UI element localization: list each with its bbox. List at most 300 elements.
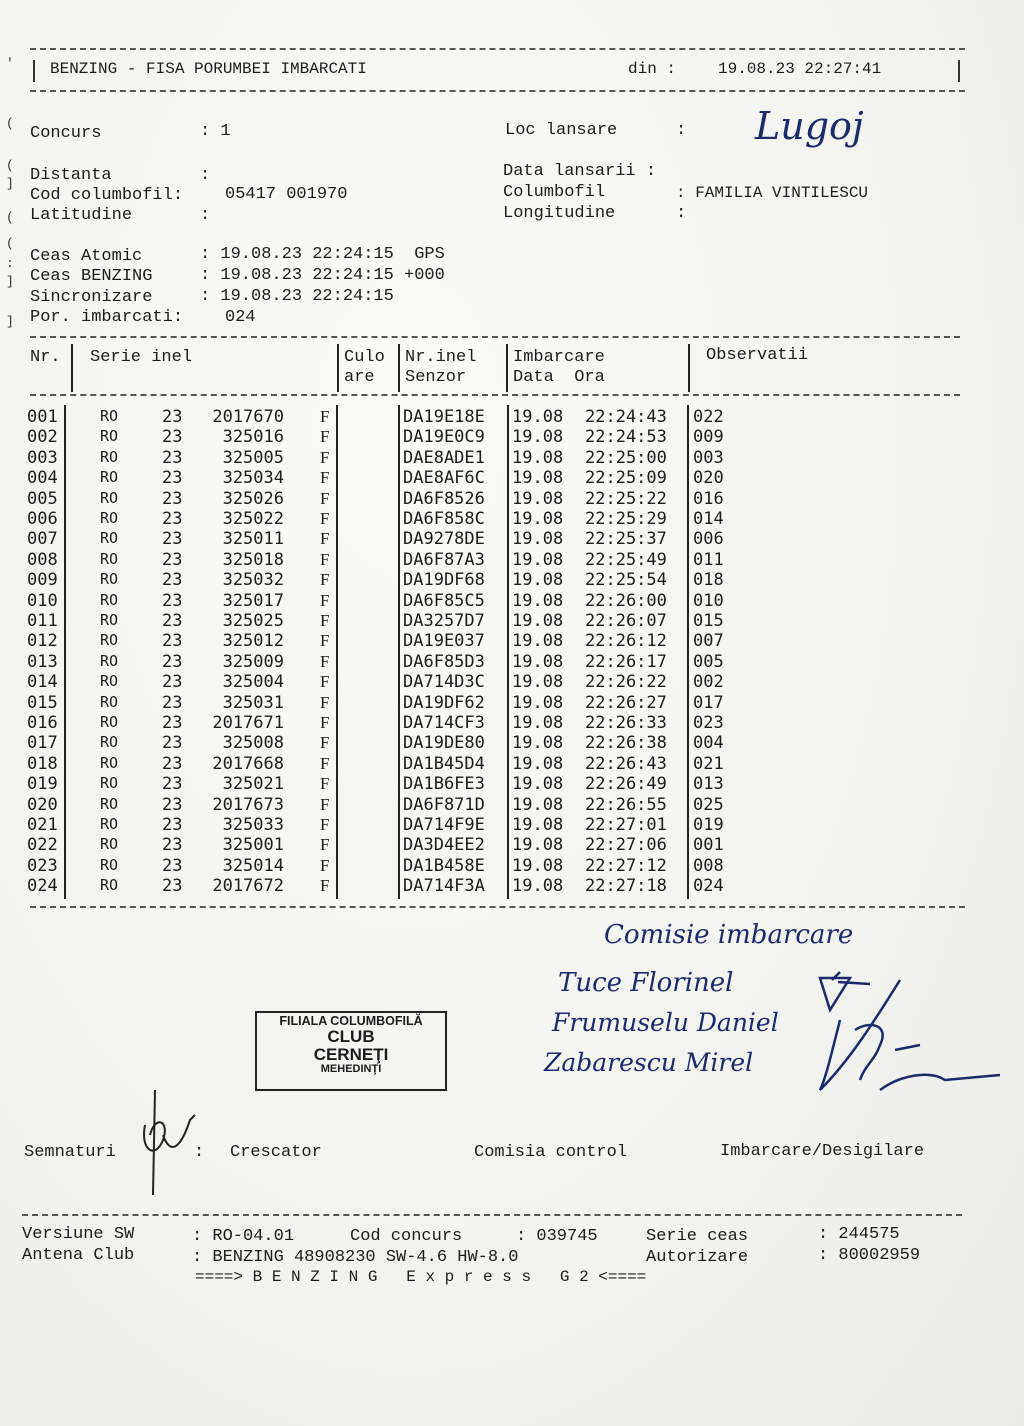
row-date: 19.08 xyxy=(512,407,564,427)
row-country: RO xyxy=(100,692,119,711)
table-row xyxy=(0,631,1000,651)
table-row xyxy=(0,427,1000,447)
signatures-sep: : xyxy=(194,1143,205,1162)
row-country: RO xyxy=(100,529,119,548)
row-sex: F xyxy=(320,447,330,467)
row-sex: F xyxy=(320,407,330,426)
table-row xyxy=(0,529,1000,549)
row-year: 23 xyxy=(162,509,183,529)
col-header-serie: Serie inel xyxy=(90,348,193,367)
margin-mark: ] xyxy=(6,176,14,191)
row-sex: F xyxy=(320,855,330,875)
row-sex: F xyxy=(320,427,330,447)
row-observatii: 021 xyxy=(693,753,724,774)
row-observatii: 003 xyxy=(693,447,724,468)
row-nr: 003 xyxy=(27,447,58,468)
row-sensor-id: DA714F3A xyxy=(403,876,485,897)
document-title: BENZING - FISA PORUMBEI IMBARCATI xyxy=(50,60,367,78)
row-time: 22:25:49 xyxy=(585,549,667,570)
header-right-border xyxy=(958,60,960,82)
row-nr: 015 xyxy=(27,692,58,713)
row-date: 19.08 xyxy=(512,815,564,835)
row-sensor-id: DA6F87A3 xyxy=(403,549,485,570)
print-date-label: din : xyxy=(628,60,677,78)
row-time: 22:26:12 xyxy=(585,631,667,652)
table-row xyxy=(0,733,1000,753)
row-year: 23 xyxy=(162,407,183,427)
row-time: 22:26:17 xyxy=(585,651,667,672)
table-row xyxy=(0,856,1000,876)
row-sensor-id: DA19E0C9 xyxy=(403,427,485,448)
row-year: 23 xyxy=(162,733,183,754)
row-country: RO xyxy=(100,835,119,854)
ceas-atomic-label: Ceas Atomic xyxy=(30,247,143,266)
row-time: 22:27:12 xyxy=(585,855,667,876)
row-country: RO xyxy=(100,651,119,670)
col-header-nr: Nr. xyxy=(30,348,61,367)
row-time: 22:25:54 xyxy=(585,570,667,591)
row-country: RO xyxy=(100,774,119,793)
row-sex: F xyxy=(320,570,330,590)
col-header-nrinel-1: Nr.inel xyxy=(405,348,477,367)
table-row xyxy=(0,795,1000,815)
row-sensor-id: DA6F871D xyxy=(403,794,485,815)
row-observatii: 018 xyxy=(693,570,724,591)
row-ring-number: 325025 xyxy=(222,611,284,631)
antena-club-label: Antena Club xyxy=(22,1246,135,1265)
col-header-imbarcare-2: Data Ora xyxy=(513,368,605,387)
serie-ceas-value: : 244575 xyxy=(818,1225,900,1244)
row-observatii: 001 xyxy=(693,835,724,856)
row-year: 23 xyxy=(162,713,183,733)
margin-mark: ] xyxy=(6,314,14,329)
col-rule xyxy=(398,344,400,392)
row-sensor-id: DA1B45D4 xyxy=(403,753,485,774)
row-time: 22:26:38 xyxy=(585,733,667,754)
row-country: RO xyxy=(100,855,119,874)
table-row xyxy=(0,713,1000,733)
table-row xyxy=(0,550,1000,570)
row-date: 19.08 xyxy=(512,794,564,815)
row-ring-number: 325012 xyxy=(222,631,284,652)
row-sex: F xyxy=(320,651,330,671)
row-year: 23 xyxy=(162,529,183,550)
row-sex: F xyxy=(320,631,330,651)
row-date: 19.08 xyxy=(512,509,564,529)
row-country: RO xyxy=(100,794,119,813)
row-country: RO xyxy=(100,570,119,589)
row-date: 19.08 xyxy=(512,468,564,489)
row-time: 22:27:18 xyxy=(585,876,667,897)
row-year: 23 xyxy=(162,468,183,489)
ceas-atomic-value: : 19.08.23 22:24:15 GPS xyxy=(200,245,445,264)
row-year: 23 xyxy=(162,651,183,672)
row-sensor-id: DA1B6FE3 xyxy=(403,774,485,795)
row-date: 19.08 xyxy=(512,835,564,856)
columbofil-label: Columbofil xyxy=(503,183,606,202)
row-sensor-id: DA19E18E xyxy=(403,407,485,427)
row-year: 23 xyxy=(162,692,183,713)
row-nr: 008 xyxy=(27,549,58,570)
row-ring-number: 325021 xyxy=(222,774,284,795)
row-observatii: 004 xyxy=(693,733,724,754)
row-observatii: 010 xyxy=(693,590,724,611)
row-date: 19.08 xyxy=(512,611,564,631)
row-time: 22:26:43 xyxy=(585,753,667,774)
row-nr: 023 xyxy=(27,855,58,876)
row-sensor-id: DA714F9E xyxy=(403,815,485,835)
loc-lansare-sep: : xyxy=(676,121,687,140)
row-ring-number: 325031 xyxy=(222,692,284,713)
table-row xyxy=(0,693,1000,713)
row-time: 22:27:06 xyxy=(585,835,667,856)
row-ring-number: 2017668 xyxy=(212,753,284,774)
margin-mark: ( xyxy=(6,116,14,131)
table-bottom-border xyxy=(30,906,965,908)
row-country: RO xyxy=(100,631,119,650)
header-left-border xyxy=(33,60,35,82)
header-separator xyxy=(30,394,960,396)
row-year: 23 xyxy=(162,835,183,856)
row-ring-number: 325017 xyxy=(222,590,284,611)
row-sex: F xyxy=(320,753,330,773)
por-imbarcati-label: Por. imbarcati: xyxy=(30,308,184,327)
print-date-value: 19.08.23 22:27:41 xyxy=(718,60,882,78)
row-sex: F xyxy=(320,815,330,834)
row-observatii: 008 xyxy=(693,855,724,876)
col-rule xyxy=(337,344,339,392)
row-country: RO xyxy=(100,753,119,772)
row-ring-number: 325001 xyxy=(222,835,284,856)
table-row xyxy=(0,835,1000,855)
table-row xyxy=(0,672,1000,692)
row-ring-number: 2017673 xyxy=(212,794,284,815)
table-top-border xyxy=(30,336,960,338)
por-imbarcati-value: 024 xyxy=(225,308,256,327)
row-time: 22:25:29 xyxy=(585,509,667,529)
footer-border xyxy=(22,1214,962,1216)
row-observatii: 013 xyxy=(693,774,724,795)
row-country: RO xyxy=(100,815,119,833)
row-date: 19.08 xyxy=(512,590,564,611)
row-country: RO xyxy=(100,509,119,527)
row-year: 23 xyxy=(162,590,183,611)
sincronizare-label: Sincronizare xyxy=(30,288,153,307)
row-date: 19.08 xyxy=(512,876,564,897)
row-sensor-id: DA714D3C xyxy=(403,672,485,693)
table-row xyxy=(0,611,1000,631)
row-sensor-id: DA714CF3 xyxy=(403,713,485,733)
latitudine-value: : xyxy=(200,206,211,225)
table-row xyxy=(0,774,1000,794)
row-ring-number: 325014 xyxy=(222,855,284,876)
longitudine-value: : xyxy=(676,204,687,223)
col-header-observatii: Observatii xyxy=(706,346,809,365)
row-country: RO xyxy=(100,876,119,895)
row-nr: 014 xyxy=(27,672,58,693)
row-observatii: 015 xyxy=(693,611,724,631)
row-time: 22:27:01 xyxy=(585,815,667,835)
table-row xyxy=(0,876,1000,896)
table-row xyxy=(0,448,1000,468)
row-date: 19.08 xyxy=(512,855,564,876)
table-row xyxy=(0,815,1000,835)
row-date: 19.08 xyxy=(512,713,564,733)
row-time: 22:26:00 xyxy=(585,590,667,611)
row-time: 22:25:09 xyxy=(585,468,667,489)
row-sensor-id: DA3D4EE2 xyxy=(403,835,485,856)
row-sex: F xyxy=(320,590,330,610)
row-nr: 021 xyxy=(27,815,58,835)
row-observatii: 023 xyxy=(693,713,724,733)
distanta-value: : xyxy=(200,166,211,185)
row-ring-number: 325008 xyxy=(222,733,284,754)
row-nr: 007 xyxy=(27,529,58,550)
loc-lansare-label: Loc lansare xyxy=(505,121,618,140)
row-sensor-id: DA19DF68 xyxy=(403,570,485,591)
signature-imbarcare-desigilare: Imbarcare/Desigilare xyxy=(720,1142,925,1161)
row-date: 19.08 xyxy=(512,631,564,652)
commission-signature xyxy=(780,950,1010,1110)
row-nr: 018 xyxy=(27,753,58,774)
margin-mark: ( xyxy=(6,158,14,173)
col-rule xyxy=(506,344,508,392)
row-time: 22:26:27 xyxy=(585,692,667,713)
row-observatii: 016 xyxy=(693,488,724,509)
row-country: RO xyxy=(100,488,119,507)
table-row xyxy=(0,570,1000,590)
row-observatii: 005 xyxy=(693,651,724,672)
row-country: RO xyxy=(100,713,119,731)
row-observatii: 006 xyxy=(693,529,724,550)
row-sex: F xyxy=(320,509,330,528)
col-header-nrinel-2: Senzor xyxy=(405,368,467,387)
row-nr: 005 xyxy=(27,488,58,509)
row-nr: 004 xyxy=(27,468,58,489)
row-observatii: 007 xyxy=(693,631,724,652)
row-observatii: 017 xyxy=(693,692,724,713)
row-date: 19.08 xyxy=(512,570,564,591)
row-time: 22:26:22 xyxy=(585,672,667,693)
row-ring-number: 325034 xyxy=(222,468,284,489)
row-sex: F xyxy=(320,672,330,692)
row-country: RO xyxy=(100,468,119,487)
row-date: 19.08 xyxy=(512,774,564,795)
row-country: RO xyxy=(100,672,119,691)
row-ring-number: 325011 xyxy=(222,529,284,550)
row-date: 19.08 xyxy=(512,733,564,754)
ceas-benzing-label: Ceas BENZING xyxy=(30,267,153,286)
row-country: RO xyxy=(100,407,119,425)
commission-member-2: Frumuselu Daniel xyxy=(552,1008,779,1037)
row-year: 23 xyxy=(162,570,183,591)
row-date: 19.08 xyxy=(512,529,564,550)
row-ring-number: 325005 xyxy=(222,447,284,468)
breeder-signature xyxy=(135,1080,205,1198)
club-stamp xyxy=(255,1011,447,1091)
row-observatii: 020 xyxy=(693,468,724,489)
signature-comisia-control: Comisia control xyxy=(474,1143,628,1162)
margin-mark: : xyxy=(6,256,14,271)
row-country: RO xyxy=(100,549,119,568)
col-header-culoare-2: are xyxy=(344,368,375,387)
row-ring-number: 325009 xyxy=(222,651,284,672)
row-observatii: 014 xyxy=(693,509,724,529)
columbofil-value: : FAMILIA VINTILESCU xyxy=(676,184,869,202)
row-sensor-id: DAE8ADE1 xyxy=(403,447,485,468)
row-year: 23 xyxy=(162,815,183,835)
row-country: RO xyxy=(100,733,119,752)
row-sex: F xyxy=(320,692,330,712)
row-nr: 019 xyxy=(27,774,58,795)
row-date: 19.08 xyxy=(512,651,564,672)
row-year: 23 xyxy=(162,427,183,448)
row-time: 22:24:43 xyxy=(585,407,667,427)
row-sex: F xyxy=(320,774,330,794)
row-sex: F xyxy=(320,794,330,814)
signature-crescator: Crescator xyxy=(230,1143,322,1162)
row-sex: F xyxy=(320,549,330,569)
margin-mark: ' xyxy=(6,56,14,71)
row-observatii: 019 xyxy=(693,815,724,835)
header-bottom-border xyxy=(30,90,965,92)
table-row xyxy=(0,591,1000,611)
row-ring-number: 325004 xyxy=(222,672,284,693)
table-row xyxy=(0,489,1000,509)
row-year: 23 xyxy=(162,753,183,774)
row-ring-number: 325032 xyxy=(222,570,284,591)
row-ring-number: 2017671 xyxy=(212,713,284,733)
row-observatii: 002 xyxy=(693,672,724,693)
table-row xyxy=(0,754,1000,774)
row-ring-number: 325018 xyxy=(222,549,284,570)
table-row xyxy=(0,652,1000,672)
row-observatii: 009 xyxy=(693,427,724,448)
row-year: 23 xyxy=(162,611,183,631)
row-year: 23 xyxy=(162,631,183,652)
row-time: 22:25:22 xyxy=(585,488,667,509)
cod-columbofil-label: Cod columbofil: xyxy=(30,186,184,205)
row-observatii: 024 xyxy=(693,876,724,897)
row-sex: F xyxy=(320,835,330,855)
row-nr: 010 xyxy=(27,590,58,611)
row-observatii: 022 xyxy=(693,407,724,427)
cod-columbofil-value: 05417 001970 xyxy=(225,185,348,204)
concurs-value: : 1 xyxy=(200,122,231,141)
sincronizare-value: : 19.08.23 22:24:15 xyxy=(200,287,394,306)
row-ring-number: 325022 xyxy=(222,509,284,529)
row-date: 19.08 xyxy=(512,549,564,570)
commission-member-1: Tuce Florinel xyxy=(558,968,734,998)
row-time: 22:25:00 xyxy=(585,447,667,468)
row-year: 23 xyxy=(162,794,183,815)
autorizare-label: Autorizare xyxy=(646,1248,749,1267)
row-sensor-id: DA3257D7 xyxy=(403,611,485,631)
loc-lansare-handwritten: Lugoj xyxy=(755,104,864,148)
row-sensor-id: DAE8AF6C xyxy=(403,468,485,489)
row-country: RO xyxy=(100,447,119,466)
row-sensor-id: DA6F8526 xyxy=(403,488,485,509)
row-sensor-id: DA6F85D3 xyxy=(403,651,485,672)
stamp-line-3: CERNEŢI xyxy=(313,1044,389,1064)
row-sensor-id: DA6F858C xyxy=(403,509,485,529)
row-date: 19.08 xyxy=(512,488,564,509)
cod-concurs-value: : 039745 xyxy=(516,1227,598,1246)
row-sex: F xyxy=(320,468,330,488)
row-nr: 020 xyxy=(27,794,58,815)
row-sensor-id: DA9278DE xyxy=(403,529,485,550)
col-header-imbarcare-1: Imbarcare xyxy=(513,348,605,367)
versiune-sw-label: Versiune SW xyxy=(22,1225,135,1244)
row-year: 23 xyxy=(162,672,183,693)
margin-mark: ( xyxy=(6,236,14,251)
data-lansarii-label: Data lansarii : xyxy=(503,162,657,181)
row-observatii: 025 xyxy=(693,794,724,815)
row-sensor-id: DA19DE80 xyxy=(403,733,485,754)
stamp-line-2: CLUB xyxy=(327,1027,375,1047)
row-sex: F xyxy=(320,876,330,896)
row-sex: F xyxy=(320,611,330,630)
antena-club-value: : BENZING 48908230 SW-4.6 HW-8.0 xyxy=(192,1248,519,1267)
row-time: 22:26:07 xyxy=(585,611,667,631)
row-nr: 016 xyxy=(27,713,58,733)
row-sensor-id: DA1B458E xyxy=(403,855,485,876)
row-nr: 013 xyxy=(27,651,58,672)
row-time: 22:26:55 xyxy=(585,794,667,815)
row-year: 23 xyxy=(162,447,183,468)
row-ring-number: 2017672 xyxy=(212,876,284,897)
row-date: 19.08 xyxy=(512,447,564,468)
table-row xyxy=(0,407,1000,427)
row-nr: 017 xyxy=(27,733,58,754)
row-nr: 022 xyxy=(27,835,58,856)
table-row xyxy=(0,468,1000,488)
row-year: 23 xyxy=(162,549,183,570)
col-rule xyxy=(688,344,690,392)
header-top-border xyxy=(30,48,965,50)
row-country: RO xyxy=(100,427,119,446)
benzing-express-banner: ====> B E N Z I N G E x p r e s s G 2 <==== xyxy=(195,1268,647,1286)
concurs-label: Concurs xyxy=(30,124,102,143)
row-sex: F xyxy=(320,713,330,732)
col-rule xyxy=(71,344,73,392)
longitudine-label: Longitudine xyxy=(503,204,616,223)
row-sensor-id: DA19DF62 xyxy=(403,692,485,713)
row-sex: F xyxy=(320,488,330,508)
col-header-culoare-1: Culo xyxy=(344,348,385,367)
serie-ceas-label: Serie ceas xyxy=(646,1227,749,1246)
row-year: 23 xyxy=(162,774,183,795)
row-time: 22:26:49 xyxy=(585,774,667,795)
margin-mark: ] xyxy=(6,274,14,289)
row-time: 22:25:37 xyxy=(585,529,667,550)
row-sensor-id: DA6F85C5 xyxy=(403,590,485,611)
row-observatii: 011 xyxy=(693,549,724,570)
autorizare-value: : 80002959 xyxy=(818,1246,921,1265)
row-time: 22:26:33 xyxy=(585,713,667,733)
row-nr: 006 xyxy=(27,509,58,529)
row-year: 23 xyxy=(162,855,183,876)
row-ring-number: 325016 xyxy=(222,427,284,448)
row-time: 22:24:53 xyxy=(585,427,667,448)
table-row xyxy=(0,509,1000,529)
row-nr: 002 xyxy=(27,427,58,448)
margin-mark: ( xyxy=(6,210,14,225)
row-date: 19.08 xyxy=(512,753,564,774)
signatures-label: Semnaturi xyxy=(24,1143,116,1162)
row-date: 19.08 xyxy=(512,692,564,713)
row-country: RO xyxy=(100,590,119,609)
